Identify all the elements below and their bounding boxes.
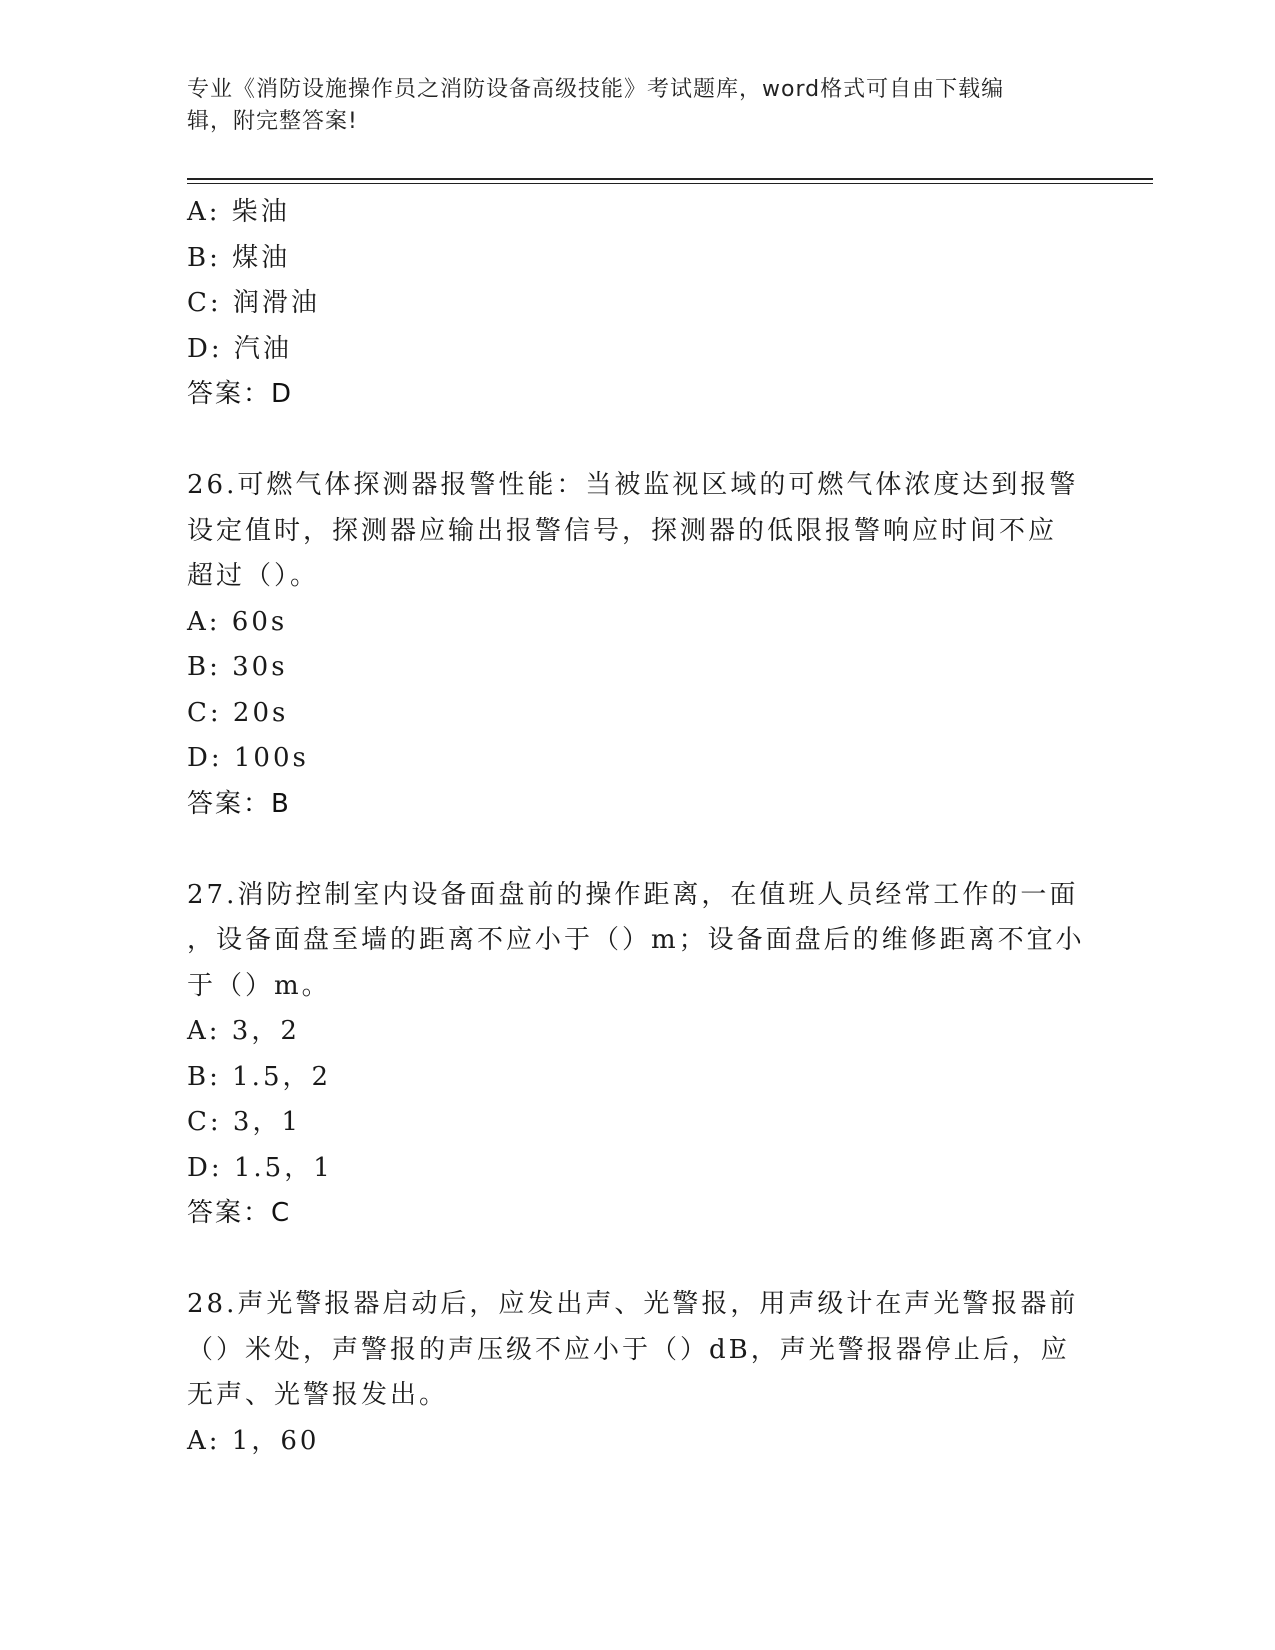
option-c: C: 20s bbox=[187, 697, 289, 728]
header-line-2: 辑，附完整答案! bbox=[187, 109, 358, 134]
question-stem-line: 27.消防控制室内设备面盘前的操作距离，在值班人员经常工作的一面 bbox=[187, 879, 1079, 910]
question-stem-line: 无声、光警报发出。 bbox=[187, 1380, 449, 1410]
question-spacer bbox=[187, 418, 1087, 464]
question-spacer bbox=[187, 1237, 1087, 1283]
question-stem-line: 于（）m。 bbox=[187, 970, 331, 1001]
option-b: B: 煤油 bbox=[187, 242, 291, 273]
option-d: D: 100s bbox=[187, 743, 309, 773]
question-25 bbox=[187, 190, 1087, 418]
question-27 bbox=[187, 873, 1087, 1237]
answer-line: 答案：D bbox=[187, 379, 294, 409]
question-26 bbox=[187, 463, 1087, 827]
answer-line: 答案：B bbox=[187, 788, 291, 819]
option-b: B: 30s bbox=[187, 652, 288, 682]
option-d: D: 1.5，1 bbox=[187, 1152, 333, 1183]
option-c: C: 润滑油 bbox=[187, 288, 320, 318]
question-stem-line: ，设备面盘至墙的距离不应小于（）m；设备面盘后的维修距离不宜小 bbox=[187, 925, 1085, 955]
option-c: C: 3，1 bbox=[187, 1107, 302, 1137]
header-line-1: 专业《消防设施操作员之消防设备高级技能》考试题库，word格式可自由下载编 bbox=[187, 77, 1005, 102]
header-divider-thick bbox=[187, 178, 1153, 180]
option-a: A: 3，2 bbox=[187, 1016, 300, 1046]
question-spacer bbox=[187, 827, 1087, 873]
header-divider-thin bbox=[187, 183, 1153, 184]
option-d: D: 汽油 bbox=[187, 333, 292, 364]
answer-line: 答案：C bbox=[187, 1198, 292, 1228]
question-list bbox=[187, 190, 1087, 1464]
question-stem-line: （）米处，声警报的声压级不应小于（）dB，声光警报器停止后，应 bbox=[187, 1334, 1070, 1365]
option-a: A: 1，60 bbox=[187, 1425, 320, 1456]
option-b: B: 1.5，2 bbox=[187, 1061, 332, 1092]
question-stem-line: 28.声光警报器启动后，应发出声、光警报，用声级计在声光警报器前 bbox=[187, 1289, 1079, 1319]
question-stem-line: 26.可燃气体探测器报警性能：当被监视区域的可燃气体浓度达到报警 bbox=[187, 470, 1079, 500]
question-stem-line: 超过（）。 bbox=[187, 561, 320, 591]
document-header bbox=[187, 74, 1067, 138]
question-stem-line: 设定值时，探测器应输出报警信号，探测器的低限报警响应时间不应 bbox=[187, 515, 1058, 546]
question-28 bbox=[187, 1282, 1087, 1464]
option-a: A: 60s bbox=[187, 606, 288, 637]
option-a: A: 柴油 bbox=[187, 197, 290, 227]
